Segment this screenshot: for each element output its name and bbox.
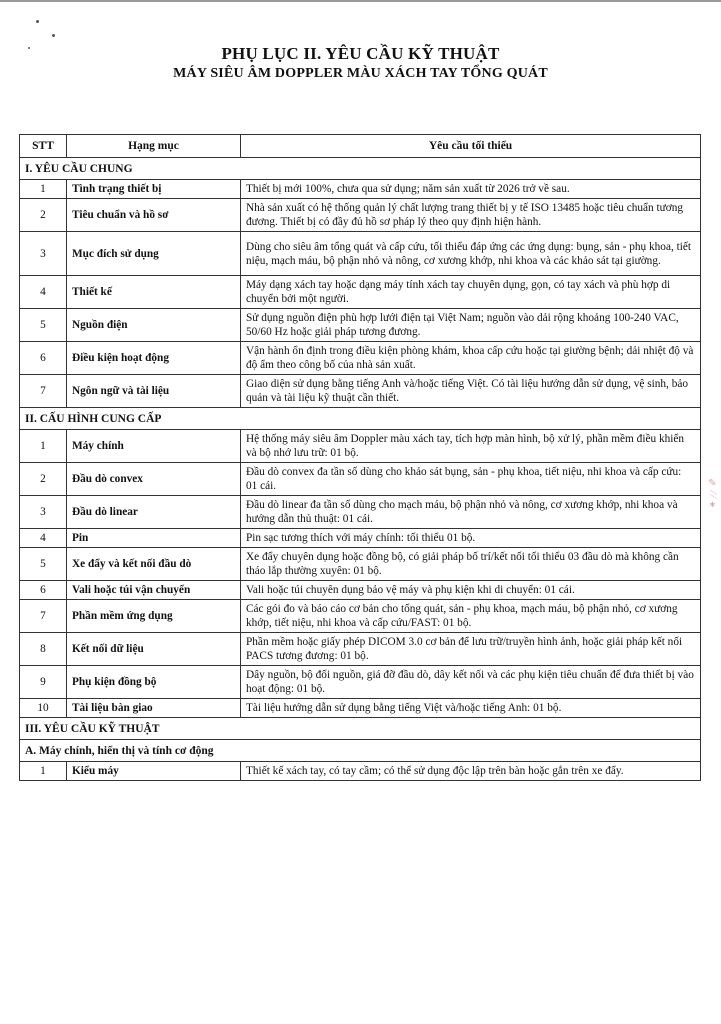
column-header-stt: STT (20, 135, 67, 158)
section-title: II. CẤU HÌNH CUNG CẤP (20, 408, 701, 430)
row-item: Máy chính (67, 430, 241, 463)
row-requirement: Vận hành ổn định trong điều kiện phòng khám, khoa cấp cứu hoặc tại giường bệnh; dải nhiệt độ và độ ẩm theo công bố của nhà sản xuất. (241, 342, 701, 375)
row-item: Kiểu máy (67, 762, 241, 781)
row-number: 4 (20, 529, 67, 548)
row-requirement: Đầu dò convex đa tần số dùng cho khảo sát bụng, sản - phụ khoa, tiết niệu, nhi khoa và cấp cứu: 01 cái. (241, 463, 701, 496)
row-requirement: Hệ thống máy siêu âm Doppler màu xách tay, tích hợp màn hình, bộ xử lý, phần mềm điều khiển và bộ nhớ lưu trữ: 01 bộ. (241, 430, 701, 463)
table-row (20, 276, 701, 309)
table-row (20, 529, 701, 548)
row-number: 4 (20, 276, 67, 309)
row-requirement: Thiết bị mới 100%, chưa qua sử dụng; năm sản xuất từ 2026 trở về sau. (241, 180, 701, 199)
table-row (20, 342, 701, 375)
table-row (20, 180, 701, 199)
table-row (20, 375, 701, 408)
row-number: 5 (20, 548, 67, 581)
row-number: 7 (20, 375, 67, 408)
row-item: Đầu dò convex (67, 463, 241, 496)
row-item: Điều kiện hoạt động (67, 342, 241, 375)
row-item: Tài liệu bàn giao (67, 699, 241, 718)
row-item: Tình trạng thiết bị (67, 180, 241, 199)
row-requirement: Thiết kế xách tay, có tay cầm; có thể sử dụng độc lập trên bàn hoặc gắn trên xe đẩy. (241, 762, 701, 781)
column-header-item: Hạng mục (67, 135, 241, 158)
row-number: 5 (20, 309, 67, 342)
table-row (20, 496, 701, 529)
section-header-row (20, 408, 701, 430)
section-header-row (20, 158, 701, 180)
row-number: 9 (20, 666, 67, 699)
table-row (20, 430, 701, 463)
scan-edge (0, 0, 721, 2)
table-row (20, 762, 701, 781)
row-requirement: Đầu dò linear đa tần số dùng cho mạch máu, bộ phận nhỏ và nông, cơ xương khớp, nhi khoa và hướng dẫn thủ thuật: 01 cái. (241, 496, 701, 529)
table-row (20, 548, 701, 581)
row-requirement: Các gói đo và báo cáo cơ bản cho tổng quát, sản - phụ khoa, mạch máu, bộ phận nhỏ, cơ xương khớp, tiết niệu, nhi khoa và cấp cứu/FAST: 01 bộ. (241, 600, 701, 633)
section-title: I. YÊU CẦU CHUNG (20, 158, 701, 180)
row-item: Đầu dò linear (67, 496, 241, 529)
row-requirement: Phần mềm hoặc giấy phép DICOM 3.0 cơ bản để lưu trữ/truyền hình ảnh, hoặc giải pháp kết nối PACS tương đương: 01 bộ. (241, 633, 701, 666)
side-stamp-mark: ✎ ⁄ ⁄ ✶ (707, 478, 718, 511)
row-item: Vali hoặc túi vận chuyển (67, 581, 241, 600)
column-header-requirement: Yêu cầu tối thiểu (241, 135, 701, 158)
table-row (20, 600, 701, 633)
table-row (20, 666, 701, 699)
scan-speck (36, 20, 39, 23)
row-requirement: Dùng cho siêu âm tổng quát và cấp cứu, tối thiểu đáp ứng các ứng dụng: bụng, sản - phụ khoa, tiết niệu, mạch máu, bộ phận nhỏ và nông, cơ xương khớp, nhi khoa và các khảo sát tại giường. (241, 232, 701, 276)
row-requirement: Máy dạng xách tay hoặc dạng máy tính xách tay chuyên dụng, gọn, có tay xách và phù hợp di chuyển bởi một người. (241, 276, 701, 309)
table-row (20, 199, 701, 232)
row-item: Xe đẩy và kết nối đầu dò (67, 548, 241, 581)
section-title: III. YÊU CẦU KỸ THUẬT (20, 718, 701, 740)
document-subtitle: MÁY SIÊU ÂM DOPPLER MÀU XÁCH TAY TỔNG QUÁT (173, 66, 548, 81)
section-header-row (20, 718, 701, 740)
row-item: Phần mềm ứng dụng (67, 600, 241, 633)
row-requirement: Giao diện sử dụng bằng tiếng Anh và/hoặc tiếng Việt. Có tài liệu hướng dẫn sử dụng, vệ sinh, bảo quản và tài liệu kỹ thuật cần thiết. (241, 375, 701, 408)
document-title: PHỤ LỤC II. YÊU CẦU KỸ THUẬT (221, 44, 500, 63)
table-row (20, 309, 701, 342)
row-number: 2 (20, 199, 67, 232)
section-title: A. Máy chính, hiển thị và tính cơ động (20, 740, 701, 762)
row-requirement: Pin sạc tương thích với máy chính: tối thiểu 01 bộ. (241, 529, 701, 548)
row-item: Ngôn ngữ và tài liệu (67, 375, 241, 408)
table-row (20, 232, 701, 276)
table-header-row (20, 135, 701, 158)
row-requirement: Tài liệu hướng dẫn sử dụng bằng tiếng Việt và/hoặc tiếng Anh: 01 bộ. (241, 699, 701, 718)
row-item: Mục đích sử dụng (67, 232, 241, 276)
table-row (20, 581, 701, 600)
table-row (20, 463, 701, 496)
row-requirement: Nhà sản xuất có hệ thống quản lý chất lượng trang thiết bị y tế ISO 13485 hoặc tiêu chuẩn tương đương. Thiết bị có đầy đủ hồ sơ pháp lý theo quy định hiện hành. (241, 199, 701, 232)
row-number: 1 (20, 762, 67, 781)
row-item: Phụ kiện đồng bộ (67, 666, 241, 699)
row-requirement: Dây nguồn, bộ đổi nguồn, giá đỡ đầu dò, dây kết nối và các phụ kiện tiêu chuẩn để đưa thiết bị vào hoạt động: 01 bộ. (241, 666, 701, 699)
row-requirement: Sử dụng nguồn điện phù hợp lưới điện tại Việt Nam; nguồn vào dải rộng khoảng 100-240 VAC, 50/60 Hz hoặc giải pháp tương đương. (241, 309, 701, 342)
row-number: 6 (20, 581, 67, 600)
table-row (20, 699, 701, 718)
section-header-row (20, 740, 701, 762)
row-item: Thiết kế (67, 276, 241, 309)
row-number: 7 (20, 600, 67, 633)
row-requirement: Vali hoặc túi chuyên dụng bảo vệ máy và phụ kiện khi di chuyển: 01 cái. (241, 581, 701, 600)
row-number: 2 (20, 463, 67, 496)
row-item: Kết nối dữ liệu (67, 633, 241, 666)
row-number: 10 (20, 699, 67, 718)
row-item: Tiêu chuẩn và hồ sơ (67, 199, 241, 232)
row-number: 8 (20, 633, 67, 666)
row-number: 1 (20, 180, 67, 199)
row-item: Nguồn điện (67, 309, 241, 342)
row-requirement: Xe đẩy chuyên dụng hoặc đồng bộ, có giải pháp bố trí/kết nối tối thiểu 03 đầu dò mà không cần tháo lắp thường xuyên: 01 bộ. (241, 548, 701, 581)
row-number: 6 (20, 342, 67, 375)
row-number: 3 (20, 496, 67, 529)
row-number: 1 (20, 430, 67, 463)
requirements-table (19, 134, 701, 781)
table-row (20, 633, 701, 666)
row-number: 3 (20, 232, 67, 276)
row-item: Pin (67, 529, 241, 548)
scan-speck (52, 34, 55, 37)
